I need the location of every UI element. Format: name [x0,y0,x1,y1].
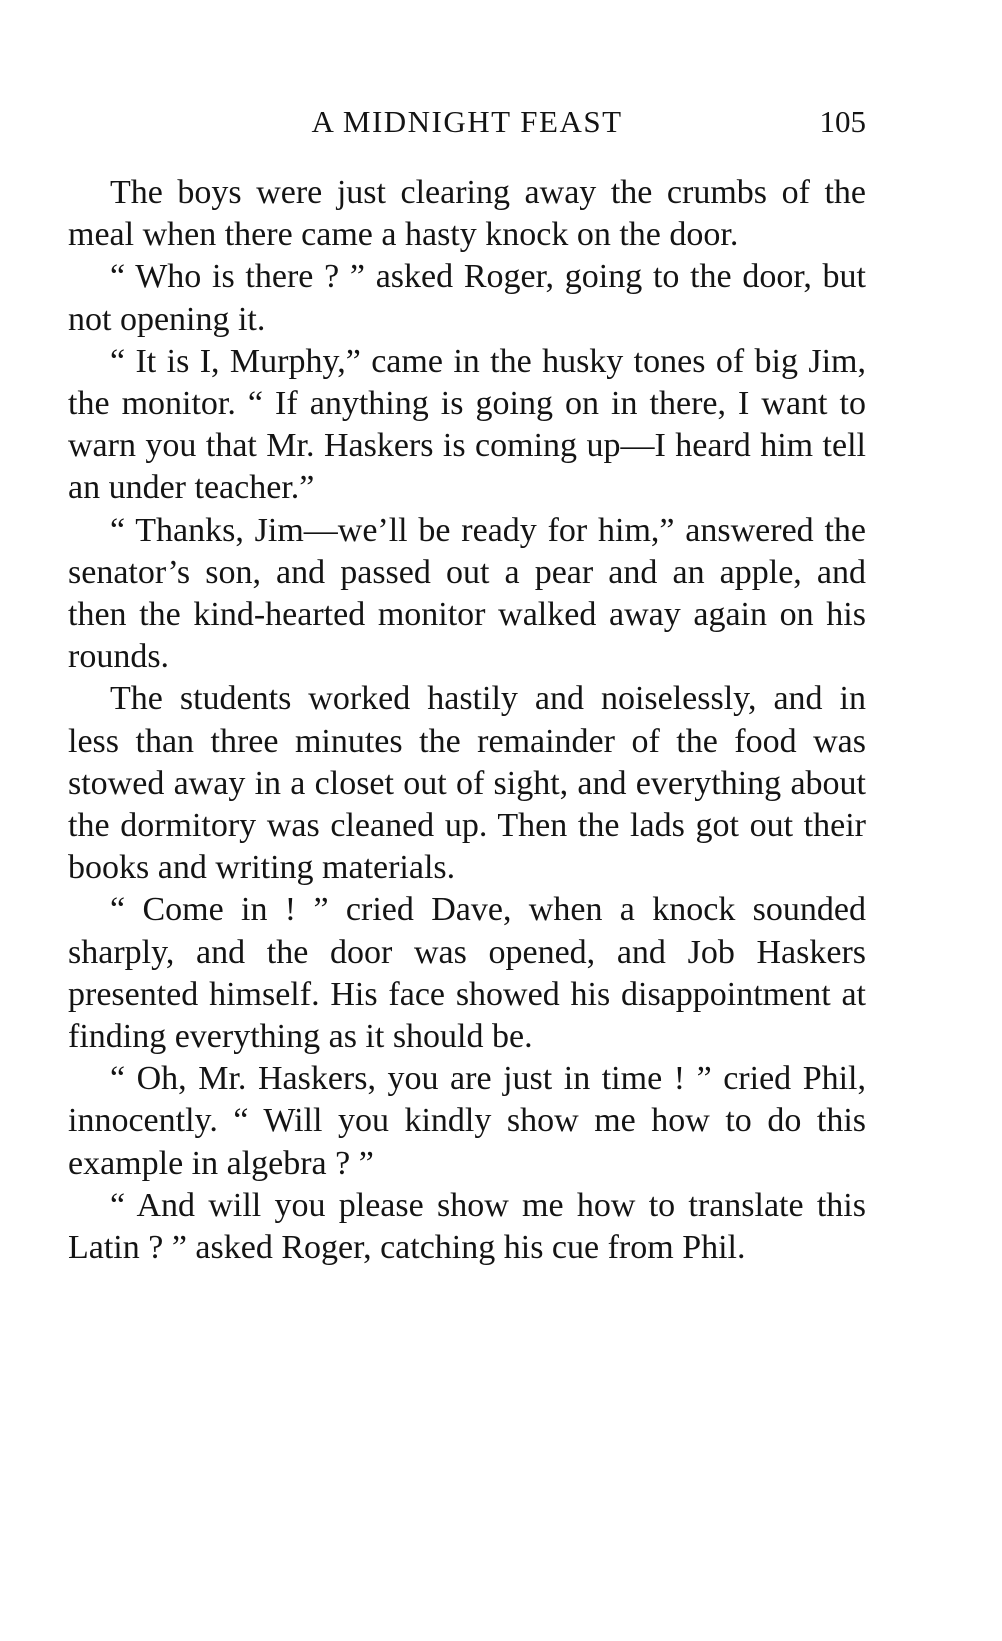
body-text [68,172,866,1269]
paragraph: “ Who is there ? ” asked Roger, going to the door, but not opening it. [68,258,866,338]
running-header [68,100,866,144]
paragraph: “ It is I, Murphy,” came in the husky tones of big Jim, the monitor. “ If anything is going on in there, I want to warn you that Mr. Haskers is coming up—I heard him tell an under teacher.” [68,342,866,507]
running-title: A MIDNIGHT FEAST [311,104,623,139]
paragraph: “ Come in ! ” cried Dave, when a knock sounded sharply, and the door was opened, and Job Haskers presented himself. His face showed his disappointment at finding everything as it should be. [68,891,866,1056]
page-number: 105 [819,104,866,139]
paragraph: “ Oh, Mr. Haskers, you are just in time ! ” cried Phil, innocently. “ Will you kindly show me how to do this example in algebra ? ” [68,1060,866,1182]
paragraph: The boys were just clearing away the crumbs of the meal when there came a hasty knock on the door. [68,174,866,254]
paragraph: “ Thanks, Jim—we’ll be ready for him,” answered the senator’s son, and passed out a pear and an apple, and then the kind-hearted monitor walked away again on his rounds. [68,511,866,676]
paragraph: “ And will you please show me how to translate this Latin ? ” asked Roger, catching his cue from Phil. [68,1186,866,1267]
paragraph: The students worked hastily and noiselessly, and in less than three minutes the remainder of the food was stowed away in a closet out of sight, and everything about the dormitory was cleaned up. Then the lads got out their books and writing materials. [68,680,866,887]
